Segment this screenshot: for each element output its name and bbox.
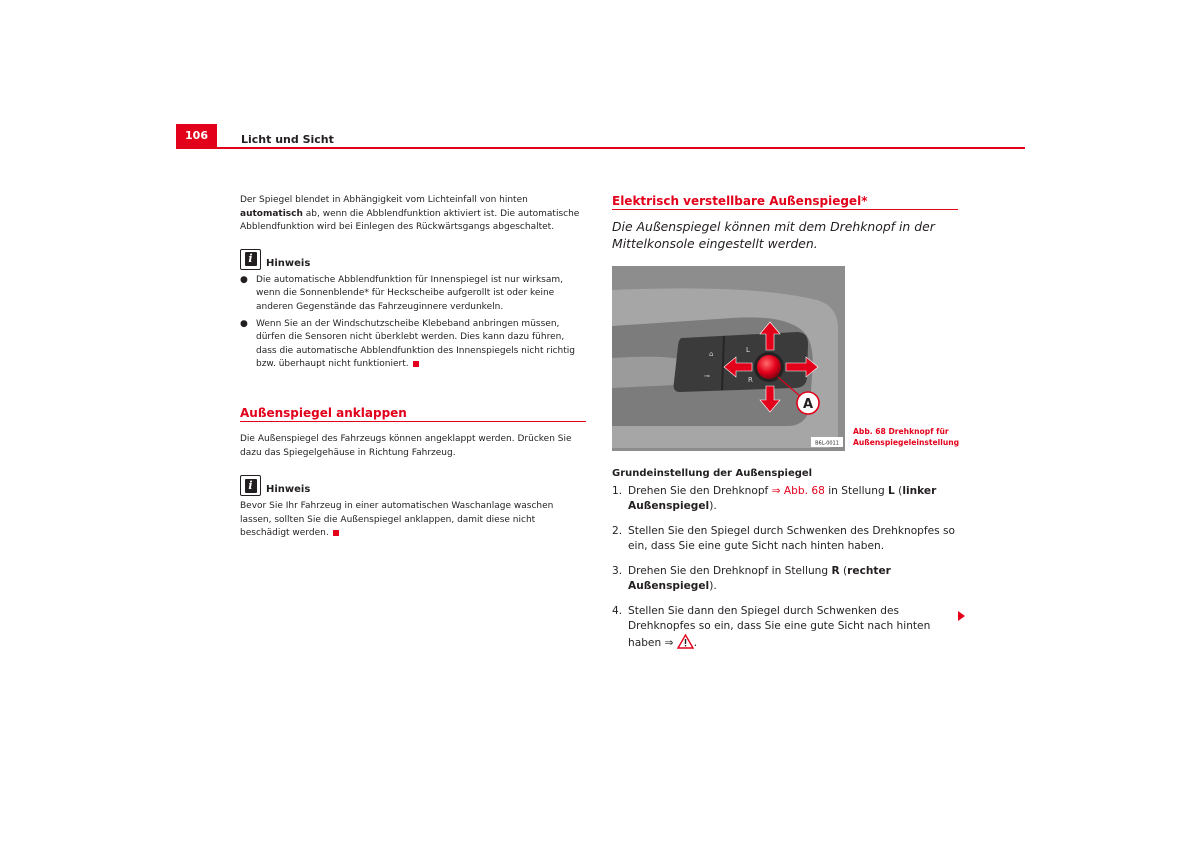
figure-row — [612, 266, 958, 456]
info-icon: i — [240, 249, 261, 270]
figure-reference-link[interactable]: ⇒ Abb. 68 — [771, 484, 825, 497]
bullet-icon: ● — [240, 318, 248, 329]
warning-icon[interactable] — [677, 634, 694, 649]
lead-paragraph: Die Außenspiegel können mit dem Drehknopf in der Mittelkonsole eingestellt werden. — [612, 219, 935, 251]
list-item: 2. Stellen Sie den Spiegel durch Schwenken des Drehknopfes so ein, dass Sie eine gute Sicht nach hinten haben. — [612, 524, 956, 552]
steps-list — [612, 484, 958, 651]
list-item: 4. Stellen Sie dann den Spiegel durch Schwenken des Drehknopfes so ein, dass Sie eine gute Sicht nach hinten haben ⇒ . — [612, 604, 931, 649]
note-title: Hinweis — [266, 257, 311, 269]
list-item: 1. Drehen Sie den Drehknopf ⇒ Abb. 68 in Stellung L (linker Außenspiegel). — [612, 484, 937, 512]
chapter-title: Licht und Sicht — [241, 133, 334, 146]
continue-arrow-icon — [958, 611, 965, 621]
figure-label-A: A — [802, 397, 814, 412]
intro-paragraph: Der Spiegel blendet in Abhängigkeit vom Lichteinfall von hinten automatisch ab, wenn die Abblendfunktion aktiviert ist. Die automatische Abblendfunktion wird bei Einlegen des Rückwärtsgangs abgeschaltet. — [240, 195, 580, 233]
fold-paragraph: Die Außenspiegel des Fahrzeugs können angeklappt werden. Drücken Sie dazu das Spiegelgehäuse in Richtung Fahrzeug. — [240, 433, 572, 458]
list-item: 3. Drehen Sie den Drehknopf in Stellung R (rechter Außenspiegel). — [612, 564, 891, 592]
note-header — [240, 244, 586, 270]
bullet-icon: ● — [240, 274, 248, 285]
note-header — [240, 470, 586, 496]
page-number: 106 — [176, 124, 217, 147]
note-bullet: ● Wenn Sie an der Windschutzscheibe Klebeband anbringen müssen, dürfen die Sensoren nicht überklebt werden. Dies kann dazu führen, dass die automatische Abblendfunktion des Innenspiegels nicht richtig bzw. überhaupt nicht funktioniert. — [240, 318, 586, 372]
figure-caption: Abb. 68 Drehknopf für Außenspiegeleinstellung — [853, 427, 960, 447]
section-title-electric-mirrors: Elektrisch verstellbare Außenspiegel* — [612, 194, 958, 210]
info-icon: i — [240, 475, 261, 496]
steps-subheading: Grundeinstellung der Außenspiegel — [612, 468, 813, 479]
left-column — [240, 194, 586, 541]
section-title-mirror-fold: Außenspiegel anklappen — [240, 406, 586, 422]
svg-text:⌂: ⌂ — [709, 350, 714, 358]
note-body — [240, 274, 586, 372]
section-end-icon — [413, 361, 419, 367]
section-end-icon — [333, 530, 339, 536]
note-body: Bevor Sie Ihr Fahrzeug in einer automatischen Waschanlage waschen lassen, sollten Sie die Außenspiegel anklappen, damit diese nicht beschädigt werden. — [240, 501, 554, 539]
header-rule — [176, 147, 1025, 149]
mirror-knob-figure — [612, 266, 845, 451]
figure-label-R: R — [748, 376, 753, 384]
figure-label-L: L — [746, 346, 750, 354]
note-title: Hinweis — [266, 484, 311, 496]
note-bullet: ● Die automatische Abblendfunktion für Innenspiegel ist nur wirksam, wenn die Sonnenblende* für Heckscheibe aufgerollt ist oder keine anderen Gegenstände das Fahrzeuginnere verdunkeln. — [240, 274, 586, 315]
svg-text:⊸: ⊸ — [704, 372, 710, 380]
figure-code: B6L-0011 — [815, 440, 839, 447]
right-column — [612, 194, 958, 661]
